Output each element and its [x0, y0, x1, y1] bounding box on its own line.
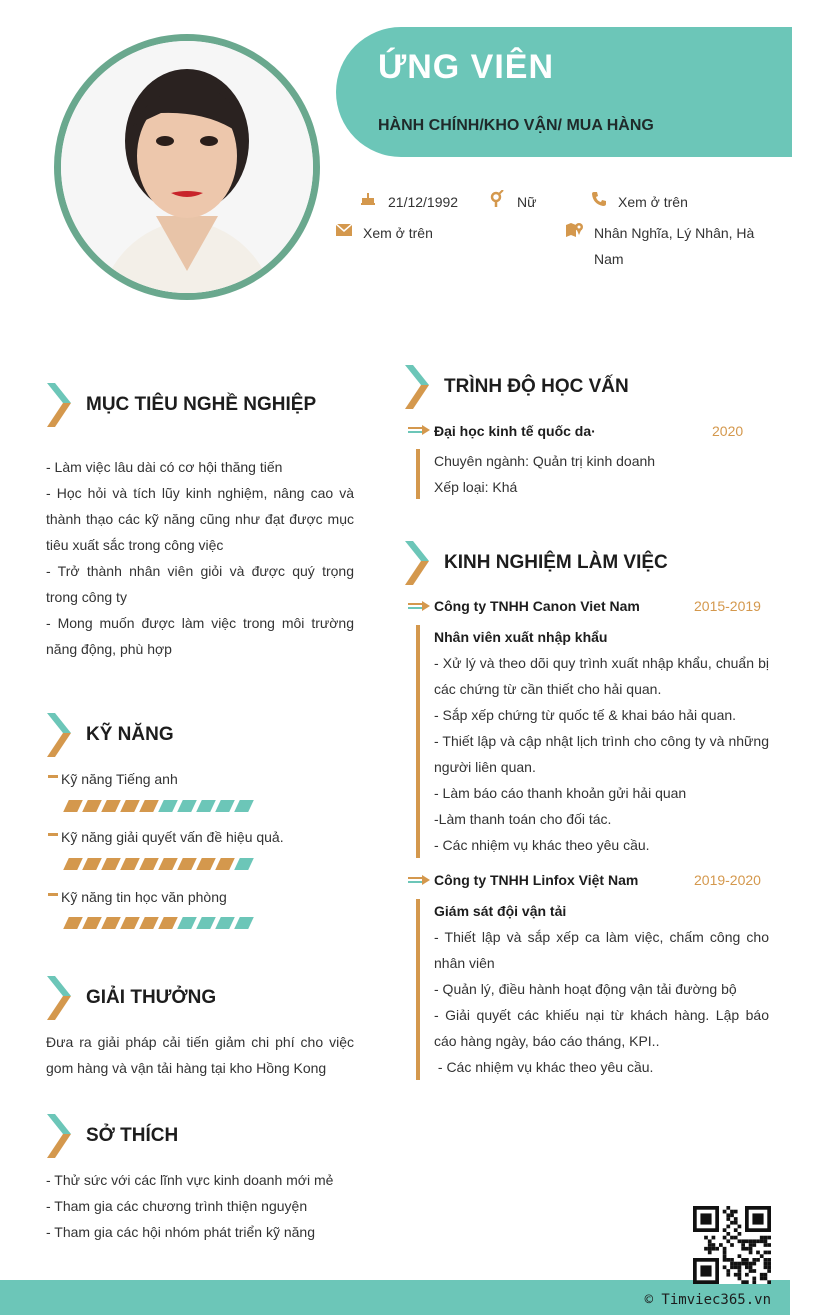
- birthday-cake-icon: [360, 190, 376, 210]
- footer-copyright: © Timviec365.vn: [644, 1292, 771, 1308]
- arrow-icon: [408, 601, 430, 611]
- job-duties: [434, 650, 769, 858]
- gender: Nữ: [517, 194, 537, 210]
- skill-segment-filled: [158, 917, 178, 929]
- skill-segment-filled: [63, 858, 83, 870]
- duty-line: - Sắp xếp chứng từ quốc tế & khai báo hải quan.: [434, 707, 737, 723]
- education-year: 2020: [712, 423, 744, 439]
- skill-segment-empty: [215, 800, 235, 812]
- career-goal-title: MỤC TIÊU NGHỀ NGHIỆP: [86, 394, 317, 415]
- skill-segment-filled: [101, 800, 121, 812]
- chevron-icon: [405, 541, 433, 585]
- skill-bullet: [48, 775, 58, 778]
- skill-segment-filled: [139, 917, 159, 929]
- qr-code[interactable]: [693, 1206, 771, 1284]
- job-role: Giám sát đội vận tải: [434, 903, 567, 919]
- arrow-icon: [408, 875, 430, 885]
- duty-line: - Giải quyết các khiếu nại từ khách hàng. Lập báo cáo hàng ngày, báo cáo tháng, KPI..: [434, 1007, 769, 1049]
- education-title: TRÌNH ĐỘ HỌC VẤN: [444, 376, 629, 397]
- skill-segment-filled: [101, 858, 121, 870]
- skill-segment-filled: [120, 858, 140, 870]
- skill-label: Kỹ năng giải quyết vấn đề hiệu quả.: [61, 829, 284, 845]
- job-title: HÀNH CHÍNH/KHO VẬN/ MUA HÀNG: [378, 117, 654, 134]
- skill-segment-empty: [158, 800, 178, 812]
- job-duties: [434, 924, 769, 1080]
- duty-line: - Các nhiệm vụ khác theo yêu cầu.: [434, 1059, 654, 1075]
- awards-text: Đưa ra giải pháp cải tiến giảm chi phí cho việc gom hàng và vận tải hàng tại kho Hồng Kong: [46, 1034, 354, 1076]
- chevron-icon: [47, 1114, 75, 1158]
- skill-segment-filled: [82, 858, 102, 870]
- skill-segment-filled: [120, 917, 140, 929]
- skill-segment-empty: [234, 917, 254, 929]
- skill-segment-filled: [196, 858, 216, 870]
- skill-segment-filled: [139, 858, 159, 870]
- job-company: Công ty TNHH Canon Viet Nam: [434, 598, 640, 614]
- timeline-line: [416, 899, 420, 1080]
- gender-icon: [489, 190, 505, 212]
- career-goal-text: [46, 454, 354, 662]
- duty-line: - Quản lý, điều hành hoạt động vận tải đường bộ: [434, 981, 737, 997]
- chevron-icon: [47, 976, 75, 1020]
- education-school: Đại học kinh tế quốc da·: [434, 423, 596, 439]
- email: Xem ở trên: [363, 225, 433, 241]
- skill-segment-filled: [139, 800, 159, 812]
- education-major: Chuyên ngành: Quản trị kinh doanh: [434, 453, 656, 469]
- skill-bar: [66, 917, 251, 929]
- skill-segment-empty: [177, 917, 197, 929]
- birthday: 21/12/1992: [388, 194, 459, 210]
- chevron-icon: [47, 383, 75, 427]
- skill-segment-empty: [234, 858, 254, 870]
- experience-title: KINH NGHIỆM LÀM VIỆC: [444, 552, 668, 573]
- skill-bar: [66, 800, 251, 812]
- duty-line: - Làm báo cáo thanh khoản gửi hải quan: [434, 785, 687, 801]
- candidate-name: ỨNG VIÊN: [378, 48, 555, 86]
- skill-segment-filled: [63, 917, 83, 929]
- timeline-line: [416, 449, 420, 499]
- skill-label: Kỹ năng Tiếng anh: [61, 771, 178, 787]
- skill-segment-filled: [101, 917, 121, 929]
- skill-bullet: [48, 893, 58, 896]
- job-years: 2019-2020: [694, 872, 761, 888]
- skill-segment-filled: [82, 917, 102, 929]
- avatar: [54, 34, 320, 300]
- chevron-icon: [47, 713, 75, 757]
- duty-line: - Thiết lập và cập nhật lịch trình cho công ty và những người liên quan.: [434, 733, 769, 775]
- map-pin-icon: [566, 222, 584, 242]
- skill-segment-filled: [177, 858, 197, 870]
- phone: Xem ở trên: [618, 194, 688, 210]
- career-goal-line: - Làm việc lâu dài có cơ hội thăng tiến: [46, 459, 283, 475]
- hobby-line: - Tham gia các chương trình thiện nguyện: [46, 1198, 308, 1214]
- skill-segment-empty: [215, 917, 235, 929]
- duty-line: -Làm thanh toán cho đối tác.: [434, 811, 612, 827]
- chevron-icon: [405, 365, 433, 409]
- skill-segment-empty: [177, 800, 197, 812]
- skill-segment-filled: [215, 858, 235, 870]
- address-line-1: Nhân Nghĩa, Lý Nhân, Hà: [594, 225, 755, 241]
- skill-segment-empty: [196, 917, 216, 929]
- phone-icon: [591, 191, 607, 211]
- skill-segment-filled: [63, 800, 83, 812]
- job-company: Công ty TNHH Linfox Việt Nam: [434, 872, 639, 888]
- email-icon: [336, 223, 352, 240]
- arrow-icon: [408, 425, 430, 435]
- career-goal-line: - Mong muốn được làm việc trong môi trường năng động, phù hợp: [46, 615, 354, 657]
- job-role: Nhân viên xuất nhập khẩu: [434, 629, 608, 645]
- skill-segment-empty: [196, 800, 216, 812]
- awards-title: GIẢI THƯỞNG: [86, 987, 217, 1008]
- education-grade: Xếp loại: Khá: [434, 479, 518, 495]
- hobby-line: - Tham gia các hội nhóm phát triển kỹ năng: [46, 1224, 316, 1240]
- skill-segment-filled: [82, 800, 102, 812]
- duty-line: - Thiết lập và sắp xếp ca làm việc, chấm công cho nhân viên: [434, 929, 769, 971]
- hobbies-title: SỞ THÍCH: [86, 1125, 179, 1146]
- hobbies-text: [46, 1167, 354, 1245]
- duty-line: - Các nhiệm vụ khác theo yêu cầu.: [434, 837, 650, 853]
- skill-bar: [66, 858, 251, 870]
- career-goal-line: - Học hỏi và tích lũy kinh nghiệm, nâng cao và thành thạo các kỹ năng cũng như đạt được mục tiêu xuất sắc trong công việc: [46, 485, 354, 553]
- timeline-line: [416, 625, 420, 858]
- hobby-line: - Thử sức với các lĩnh vực kinh doanh mới mẻ: [46, 1172, 334, 1188]
- skill-segment-filled: [120, 800, 140, 812]
- skill-bullet: [48, 833, 58, 836]
- skill-segment-empty: [234, 800, 254, 812]
- skill-label: Kỹ năng tin học văn phòng: [61, 889, 227, 905]
- header-banner: [336, 27, 792, 157]
- skills-title: KỸ NĂNG: [86, 724, 174, 745]
- career-goal-line: - Trở thành nhân viên giỏi và được quý trọng trong công ty: [46, 563, 354, 605]
- job-years: 2015-2019: [694, 598, 761, 614]
- skill-segment-filled: [158, 858, 178, 870]
- address-line-2: Nam: [594, 251, 624, 267]
- duty-line: - Xử lý và theo dõi quy trình xuất nhập khẩu, chuẩn bị các chứng từ cần thiết cho hải quan.: [434, 655, 769, 697]
